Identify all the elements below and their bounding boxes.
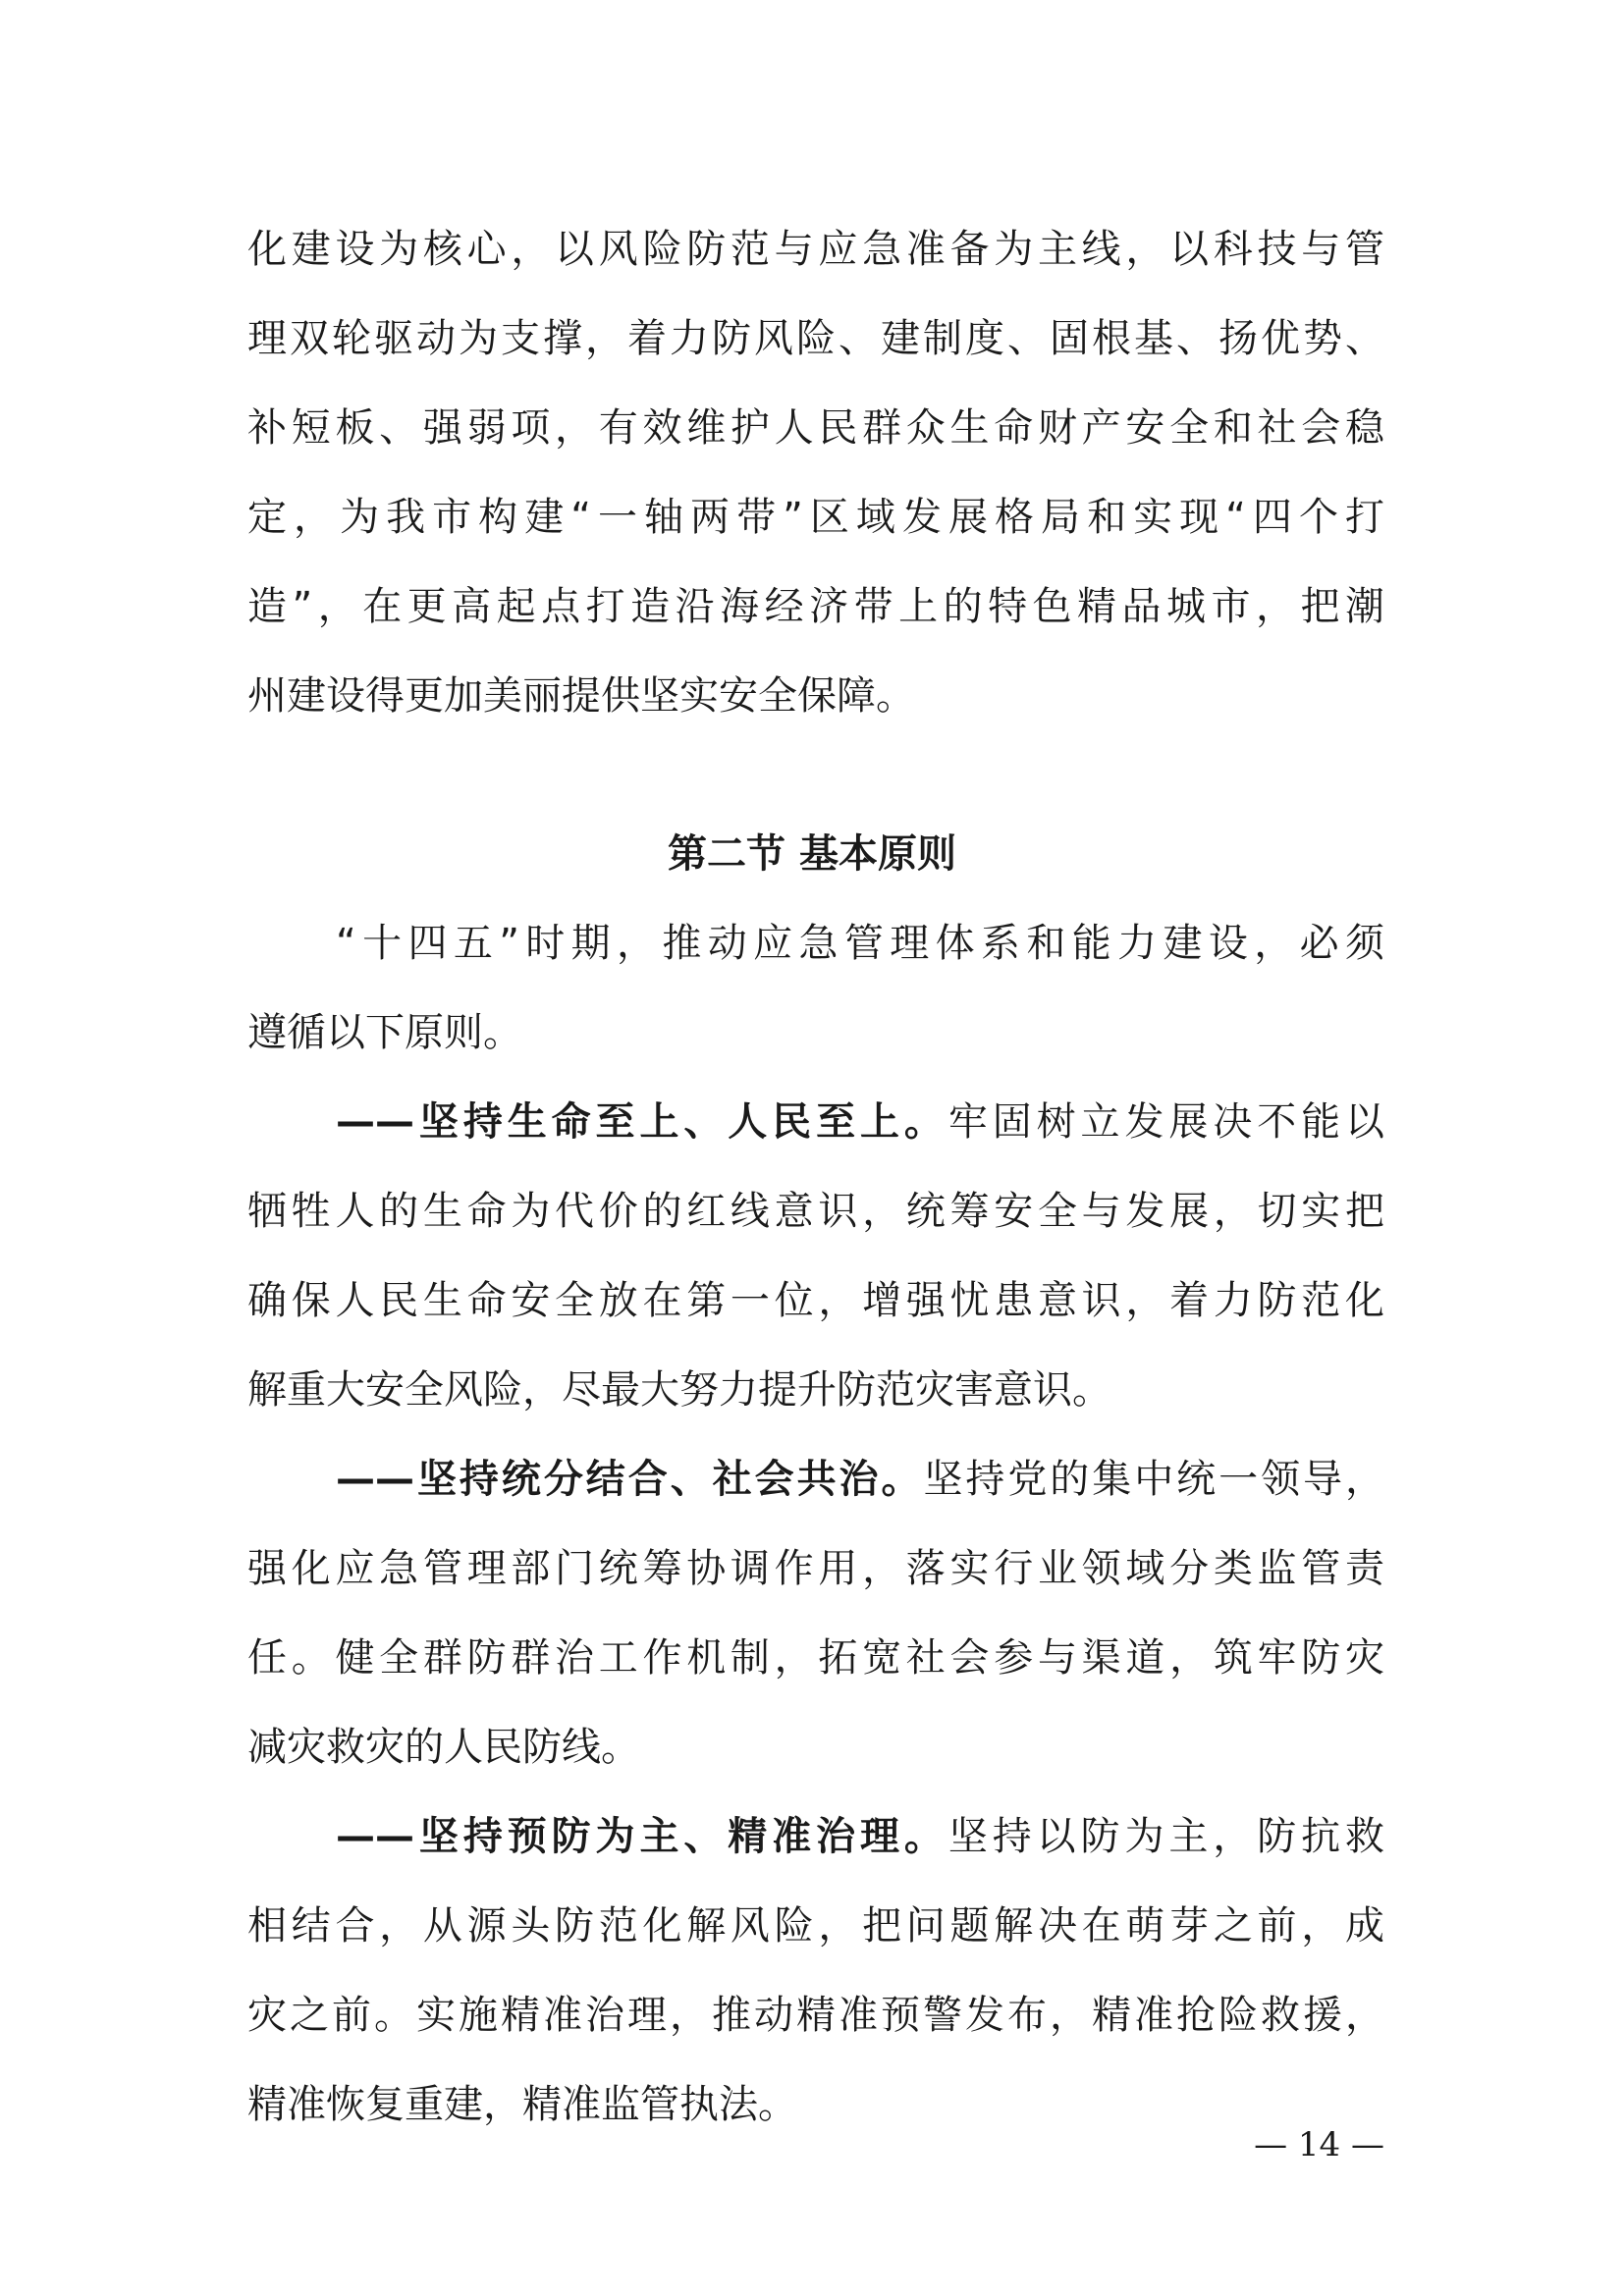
principle-lead-in: ——坚持预防为主、精准治理。 — [336, 1814, 948, 1859]
paragraph-line: 强化应急管理部门统筹协调作用，落实行业领域分类监管责 — [247, 1546, 1384, 1591]
section-title: 第二节 基本原则 — [668, 831, 956, 877]
paragraph-line: 定，为我市构建“一轴两带”区域发展格局和实现“四个打 — [247, 495, 1384, 540]
paragraph-line: 造”，在更高起点打造沿海经济带上的特色精品城市，把潮 — [247, 584, 1384, 629]
paragraph-line: 任。健全群防群治工作机制，拓宽社会参与渠道，筑牢防灾 — [247, 1635, 1384, 1681]
page-number: — 14 — — [1254, 2125, 1384, 2164]
principle-text: 牢固树立发展决不能以 — [947, 1099, 1385, 1145]
paragraph-line: 州建设得更加美丽提供坚实安全保障。 — [247, 673, 915, 719]
principle-first-line — [336, 1450, 1384, 1509]
paragraph-line: 化建设为核心，以风险防范与应急准备为主线，以科技与管 — [247, 227, 1384, 272]
paragraph-line: 确保人民生命安全放在第一位，增强忧患意识，着力防范化 — [247, 1278, 1384, 1323]
principle-lead-in: ——坚持生命至上、人民至上。 — [336, 1099, 948, 1145]
paragraph-line: 解重大安全风险，尽最大努力提升防范灾害意识。 — [247, 1367, 1111, 1413]
paragraph-line: 灾之前。实施精准治理，推动精准预警发布，精准抢险救援， — [247, 1993, 1384, 2038]
paragraph-line: 理双轮驱动为支撑，着力防风险、建制度、固根基、扬优势、 — [247, 316, 1384, 361]
principle-text: 坚持以防为主，防抗救 — [947, 1814, 1385, 1859]
principle-first-line — [336, 1093, 1384, 1151]
principle-text: 坚持党的集中统一领导， — [923, 1457, 1385, 1502]
paragraph-line: 补短板、强弱项，有效维护人民群众生命财产安全和社会稳 — [247, 405, 1384, 451]
paragraph-line: 相结合，从源头防范化解风险，把问题解决在萌芽之前，成 — [247, 1903, 1384, 1949]
principle-first-line — [336, 1807, 1384, 1866]
paragraph-line: “十四五”时期，推动应急管理体系和能力建设，必须 — [336, 921, 1384, 966]
paragraph-line: 精准恢复重建，精准监管执法。 — [247, 2082, 797, 2127]
paragraph-line: 牺牲人的生命为代价的红线意识，统筹安全与发展，切实把 — [247, 1189, 1384, 1234]
paragraph-line: 遵循以下原则。 — [247, 1010, 522, 1055]
paragraph-line: 减灾救灾的人民防线。 — [247, 1725, 640, 1770]
principle-lead-in: ——坚持统分结合、社会共治。 — [336, 1457, 924, 1502]
